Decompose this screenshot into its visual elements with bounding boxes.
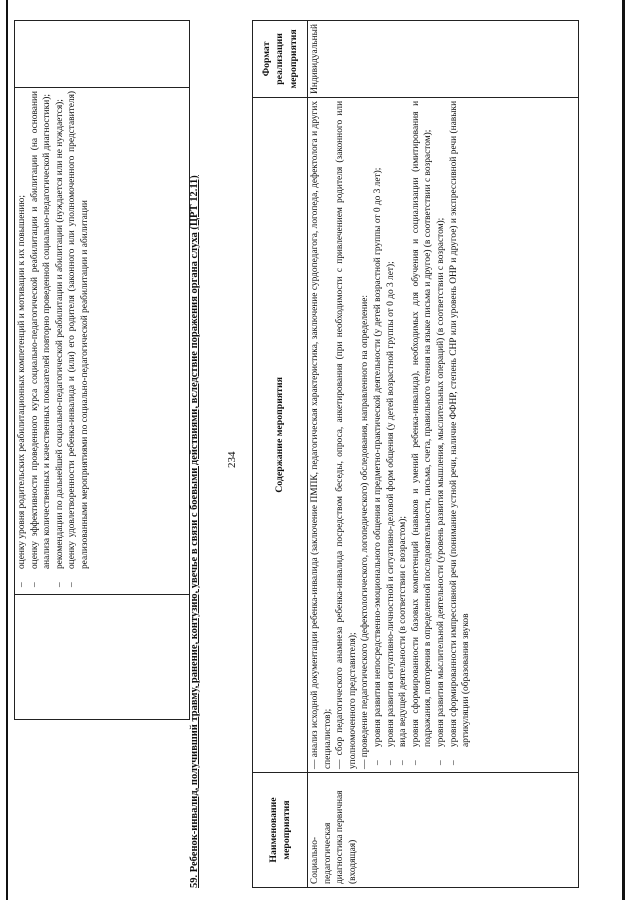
content-list	[372, 101, 473, 769]
section-heading	[188, 20, 202, 888]
header-format: Формат реализации мероприятия	[253, 21, 308, 98]
cell-name: Социально-педагогическая диагностика первичная (входящая)	[308, 773, 579, 888]
list-item: – уровня развития мыслительной деятельности (уровень развития мышления, мыслительных операций) (в соответствии с возрастом);	[435, 101, 448, 769]
list-item: – рекомендации по дальнейшей социально-педагогической реабилитации и абилитации (нуждается или не нуждается);	[54, 91, 67, 591]
intro-paragraph: — сбор педагогического анамнеза ребенка-инвалида посредством беседы, опроса, анкетирования (при необходимости с привлечением родителя (законного или уполномоченного представителя);	[335, 100, 358, 769]
table-row	[308, 21, 579, 888]
continued-table	[14, 20, 190, 720]
list-item: – вида ведущей деятельности (в соответствии с возрастом);	[397, 101, 410, 769]
header-name: Наименование мероприятия	[253, 773, 308, 888]
header-content: Содержание мероприятия	[253, 97, 308, 772]
intro-paragraph: — проведение педагогического (дефектологического, логопедического) обследования, направленного на определение:	[360, 295, 371, 769]
list-item: – уровня развития ситуативно-личностной и ситуативно-деловой форм общения (у детей возрастной группы от 0 до 3 лет);	[385, 101, 398, 769]
list-item: – оценку удовлетворенности ребенка-инвалида и (или) его родителя (законного или уполномоченного представителя) реализованными мероприятиями по социально-педагогической реабилитации и абилитации	[66, 91, 91, 591]
list-item: – оценку уровня родительских реабилитационных компетенций и мотивации к их повышению;	[16, 91, 29, 591]
page-number: 234	[226, 451, 238, 468]
cell-format: Индивидуальный	[308, 21, 579, 98]
list-item: – уровня сформированности базовых компетенций (навыков и умений ребенка-инвалида), необходимых для обучения и социализации (имитирования и подражания, повторения в определенной последовательности, письма, счета, правильного чтения на языке письма и другое) (в соответствии с возрастом);	[410, 101, 435, 769]
list-item: – уровня сформированности импрессивной речи (понимание устной речи, наличие ФФНР, степень СНР или уровень ОНР и другое) и экспрессивной речи (навыки артикуляции (образования звуков	[448, 101, 473, 769]
section-code: (ЦРТ 12.11)	[189, 175, 200, 230]
list-item: – уровня развития непосредственно-эмоционального общения и предметно-практической деятельности (у детей возрастной группы от 0 до 3 лет);	[372, 101, 385, 769]
section-heading-text: 59. Ребенок-инвалид, получивший травму, ранение, контузию, увечье в связи с боевыми действиями, вследствие поражения органа слуха	[189, 232, 200, 888]
continued-format-cell	[15, 21, 190, 88]
table-header-row	[253, 21, 308, 888]
content-intro	[309, 101, 372, 769]
intro-paragraph: — анализ исходной документации ребенка-инвалида (заключение ПМПК, педагогическая характеристика, заключение сурдопедагога, логопеда, дефектолога и других специалистов);	[310, 100, 333, 769]
continued-empty-cell	[15, 595, 190, 720]
continued-content-cell	[15, 88, 190, 595]
measures-table	[252, 20, 579, 888]
cell-content	[308, 97, 579, 772]
list-item: – оценку эффективности проведенного курса социально-педагогической реабилитации и абилитации (на основании анализа количественных и качественных показателей повторно проведенной социально-педагогической диагностики);	[29, 91, 54, 591]
continued-list	[16, 91, 92, 591]
